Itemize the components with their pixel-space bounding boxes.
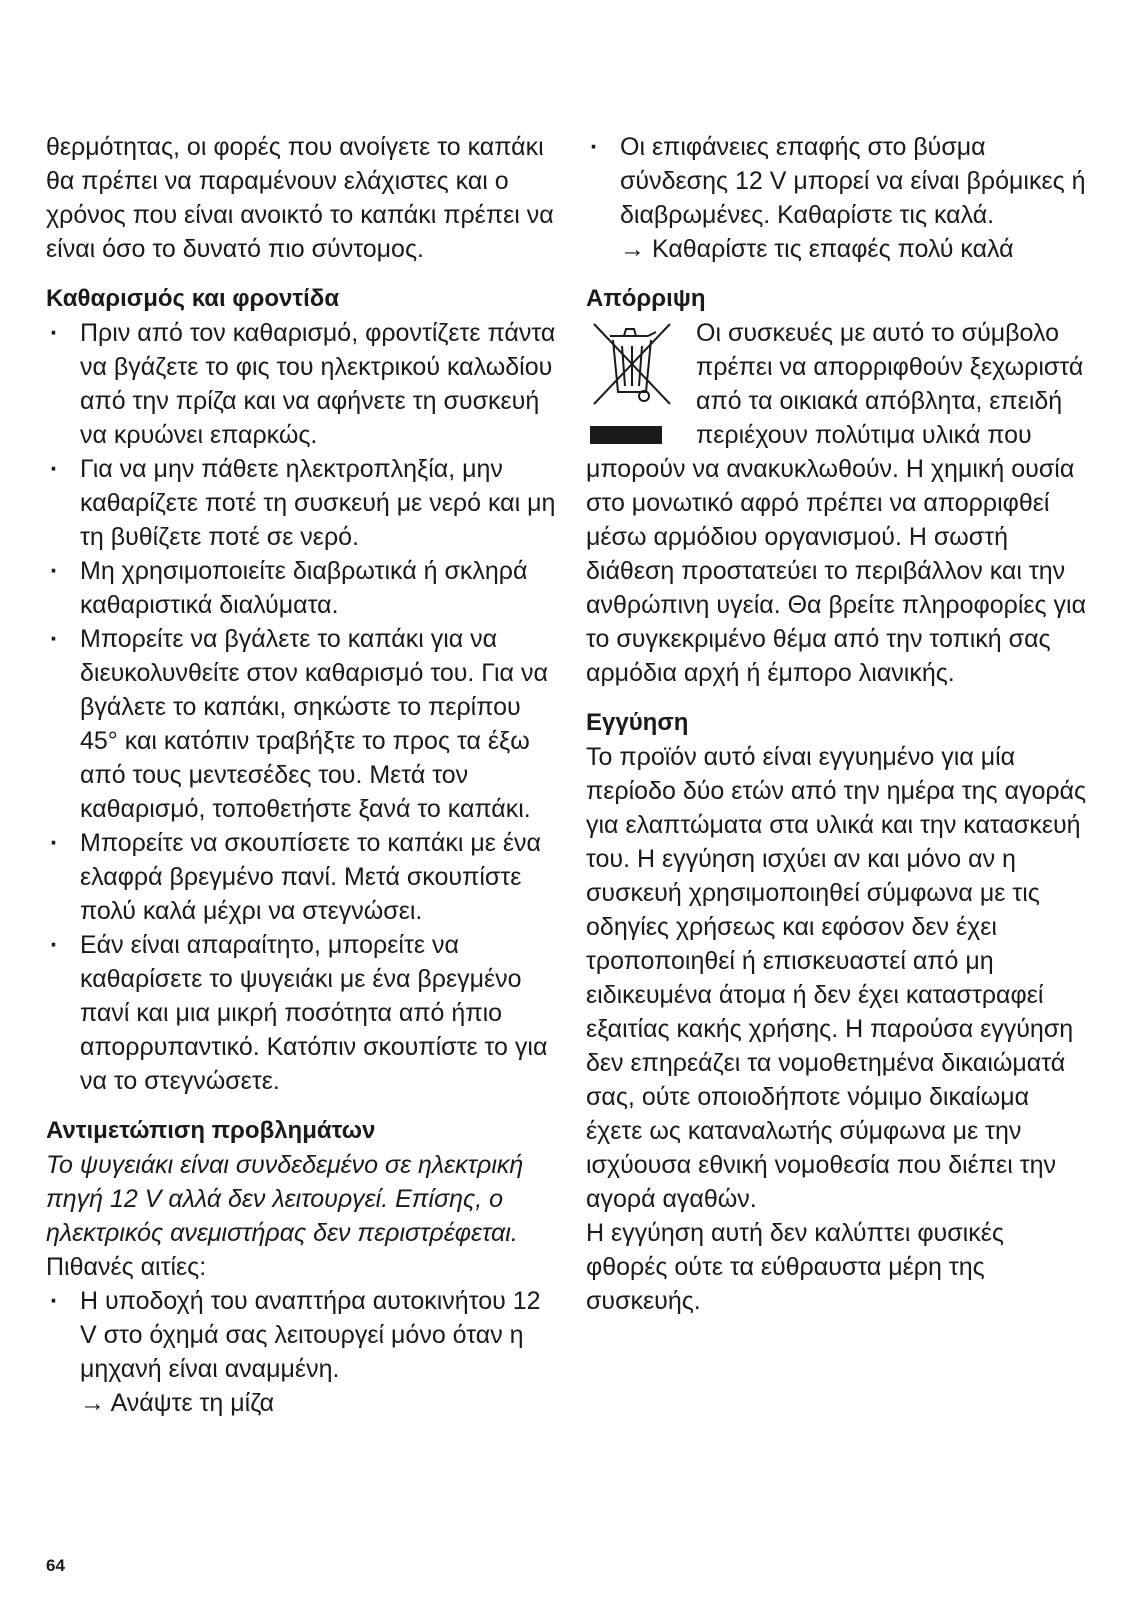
list-item: · Μπορείτε να σκουπίσετε το καπάκι με ένα ελαφρά βρεγμένο πανί. Μετά σκουπίστε πολύ καλά μέχρι να στεγνώσει.: [46, 826, 556, 928]
problem-description: Το ψυγειάκι είναι συνδεδεμένο σε ηλεκτρική πηγή 12 V αλλά δεν λειτουργεί. Επίσης, ο ηλεκτρικός ανεμιστήρας δεν περιστρέφεται.: [46, 1151, 524, 1247]
disposal-text: Οι συσκευές με αυτό το σύμβολο πρέπει να απορριφθούν ξεχωριστά από τα οικιακά απόβλητα, επειδή περιέχουν πολύτιμα υλικά που μπορούν να ανακυκλωθούν. Η χημική ουσία στο μονωτικό αφρό πρέπει να απορριφθεί μέσω αρμόδιου οργανισμού. Η σωστή διάθεση προστατεύει το περιβάλλον και την ανθρώπινη υγεία. Θα βρείτε πληροφορίες για το συγκεκριμένο θέμα από την τοπική σας αρμόδια αρχή ή έμπορο λιανικής.: [586, 319, 1087, 687]
causes-label: Πιθανές αιτίες:: [46, 1253, 207, 1281]
list-item: · Εάν είναι απαραίτητο, μπορείτε να καθαρίσετε το ψυγειάκι με ένα βρεγμένο πανί και μια μικρή ποσότητα από ήπιο απορρυπαντικό. Κατόπιν σκουπίστε το για να το στεγνώσετε.: [46, 928, 556, 1098]
contacts-solution: → Καθαρίστε τις επαφές πολύ καλά: [620, 235, 1014, 263]
causes-list: [46, 1284, 556, 1386]
contacts-list: [586, 130, 1090, 232]
crossed-out-wheelie-bin-icon: [586, 316, 678, 452]
left-column: [46, 130, 556, 1420]
disposal-heading: Απόρριψη: [586, 285, 706, 312]
list-item: · Οι επιφάνειες επαφής στο βύσμα σύνδεσης 12 V μπορεί να είναι βρόμικες ή διαβρωμένες. Καθαρίστε τις καλά.: [586, 130, 1090, 232]
cleaning-heading: Καθαρισμός και φροντίδα: [46, 285, 340, 312]
list-item: · Η υποδοχή του αναπτήρα αυτοκινήτου 12 V στο όχημά σας λειτουργεί μόνο όταν η μηχανή είναι αναμμένη.: [46, 1284, 556, 1386]
warranty-exclusion: Η εγγύηση αυτή δεν καλύπτει φυσικές φθορές ούτε τα εύθραυστα μέρη της συσκευής.: [586, 1219, 1004, 1315]
intro-paragraph: θερμότητας, οι φορές που ανοίγετε το καπάκι θα πρέπει να παραμένουν ελάχιστες και ο χρόνος που είναι ανοικτό το καπάκι πρέπει να είναι όσο το δυνατό πιο σύντομος.: [46, 133, 554, 263]
disposal-section: [586, 316, 1090, 690]
warranty-heading: Εγγύηση: [586, 709, 689, 736]
solution-text: → Ανάψτε τη μίζα: [80, 1389, 275, 1417]
page-number: 64: [46, 1556, 65, 1575]
list-item: · Πριν από τον καθαρισμό, φροντίζετε πάντα να βγάζετε το φις του ηλεκτρικού καλωδίου από την πρίζα και να αφήνετε τη συσκευή να κρυώνει επαρκώς.: [46, 316, 556, 452]
list-item: · Μπορείτε να βγάλετε το καπάκι για να διευκολυνθείτε στον καθαρισμό του. Για να βγάλετε το καπάκι, σηκώστε το περίπου 45° και κατόπιν τραβήξτε το προς τα έξω από τους μεντεσέδες του. Μετά τον καθαρισμό, τοποθετήστε ξανά το καπάκι.: [46, 622, 556, 826]
list-item: · Για να μην πάθετε ηλεκτροπληξία, μην καθαρίζετε ποτέ τη συσκευή με νερό και μη τη βυθίζετε ποτέ σε νερό.: [46, 452, 556, 554]
troubleshooting-heading: Αντιμετώπιση προβλημάτων: [46, 1117, 376, 1144]
warranty-text: Το προϊόν αυτό είναι εγγυημένο για μία περίοδο δύο ετών από την ημέρα της αγοράς για ελαπτώματα στα υλικά και την κατασκευή του. Η εγγύηση ισχύει αν και μόνο αν η συσκευή χρησιμοποιηθεί σύμφωνα με τις οδηγίες χρήσεως και εφόσον δεν έχει τροποποιηθεί ή επισκευαστεί από μη ειδικευμένα άτομα ή δεν έχει καταστραφεί εξαιτίας κακής χρήσης. Η παρούσα εγγύηση δεν επηρεάζει τα νομοθετημένα δικαιώματά σας, ούτε οποιοδήποτε νόμιμο δικαίωμα έχετε ως καταναλωτής σύμφωνα με την ισχύουσα εθνική νομοθεσία που διέπει την αγορά αγαθών.: [586, 743, 1087, 1213]
cleaning-list: [46, 316, 556, 1098]
right-column: [586, 130, 1090, 1318]
list-item: · Μη χρησιμοποιείτε διαβρωτικά ή σκληρά καθαριστικά διαλύματα.: [46, 554, 556, 622]
